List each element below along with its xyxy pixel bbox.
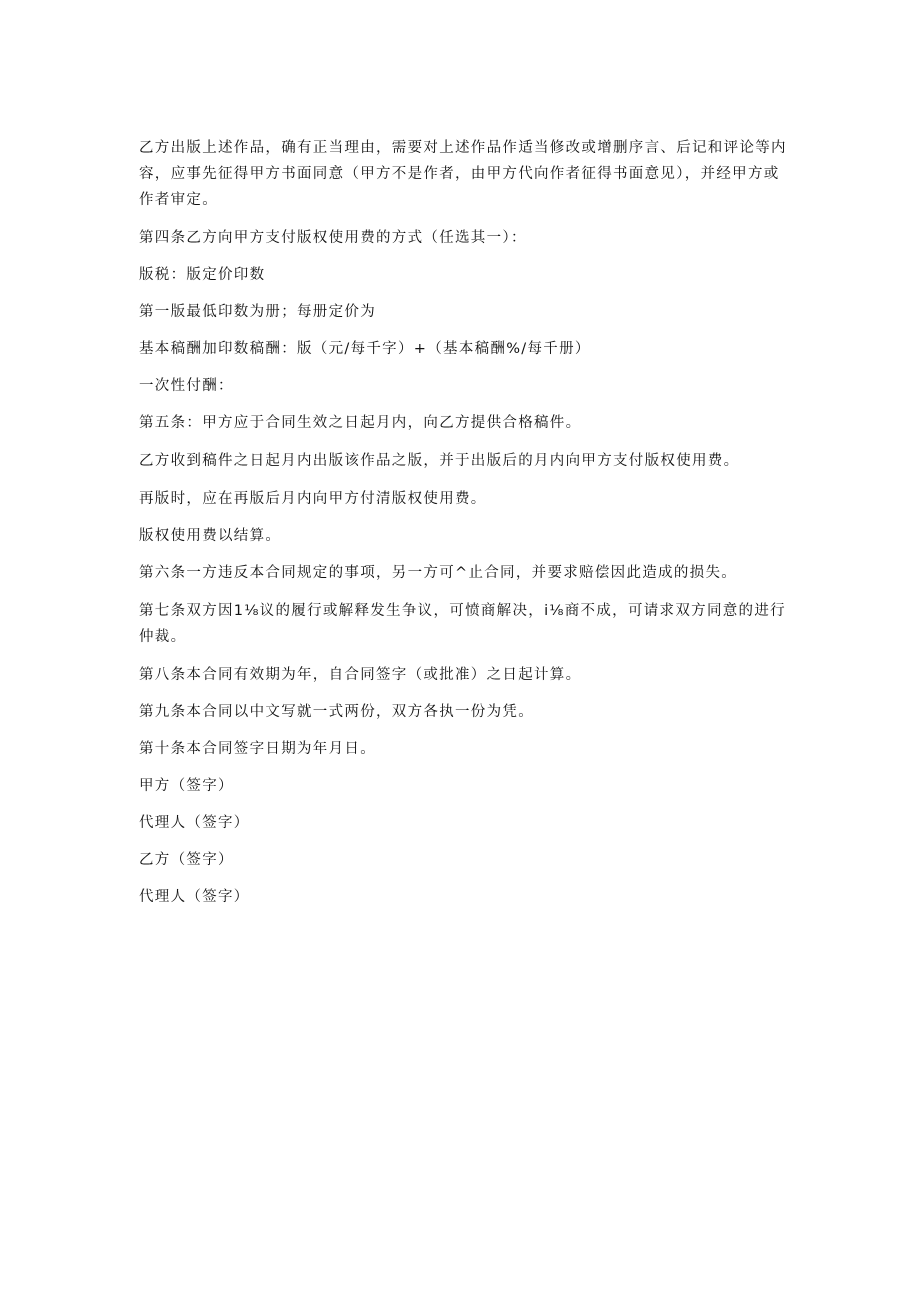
signature-agent-b: 代理人（签字） (139, 889, 250, 905)
paragraph-article-5: 第五条：甲方应于合同生效之日起月内，向乙方提供合格稿件。 (139, 415, 582, 431)
paragraph-reprint: 再版时，应在再版后月内向甲方付清版权使用费。 (139, 491, 487, 507)
paragraph-article-10: 第十条本合同签字日期为年月日。 (139, 741, 376, 757)
paragraph-article-7: 第七条双方因1⅛议的履行或解释发生争议，可愤商解决，i⅛商不成，可请求双方同意的进行仲裁。 (139, 603, 786, 645)
paragraph-article-6: 第六条一方违反本合同规定的事项，另一方可^止合同，并要求赔偿因此造成的损失。 (139, 565, 738, 581)
paragraph-article-4: 第四条乙方向甲方支付版权使用费的方式（任选其一）： (139, 230, 527, 246)
paragraph-article-9: 第九条本合同以中文写就一式两份，双方各执一份为凭。 (139, 704, 534, 720)
paragraph-revision-consent: 乙方出版上述作品，确有正当理由，需要对上述作品作适当修改或增删序言、后记和评论等内容，应事先征得甲方书面同意（甲方不是作者，由甲方代向作者征得书面意见），并经甲方或作者审定。 (139, 140, 787, 208)
paragraph-publication: 乙方收到稿件之日起月内出版该作品之版，并于出版后的月内向甲方支付版权使用费。 (139, 453, 740, 469)
paragraph-lump-sum: 一次性付酬： (139, 378, 234, 394)
paragraph-settlement: 版权使用费以结算。 (139, 528, 282, 544)
signature-agent-a: 代理人（签字） (139, 815, 250, 831)
paragraph-first-edition: 第一版最低印数为册；每册定价为 (139, 304, 376, 320)
paragraph-article-8: 第八条本合同有效期为年，自合同签字（或批准）之日起计算。 (139, 667, 582, 683)
paragraph-royalty: 版税：版定价印数 (139, 267, 266, 283)
document-body (139, 135, 789, 922)
signature-party-a: 甲方（签字） (139, 778, 234, 794)
paragraph-basic-fee: 基本稿酬加印数稿酬：版（元/每千字）+（基本稿酬%/每千册） (139, 341, 591, 357)
signature-party-b: 乙方（签字） (139, 852, 234, 868)
